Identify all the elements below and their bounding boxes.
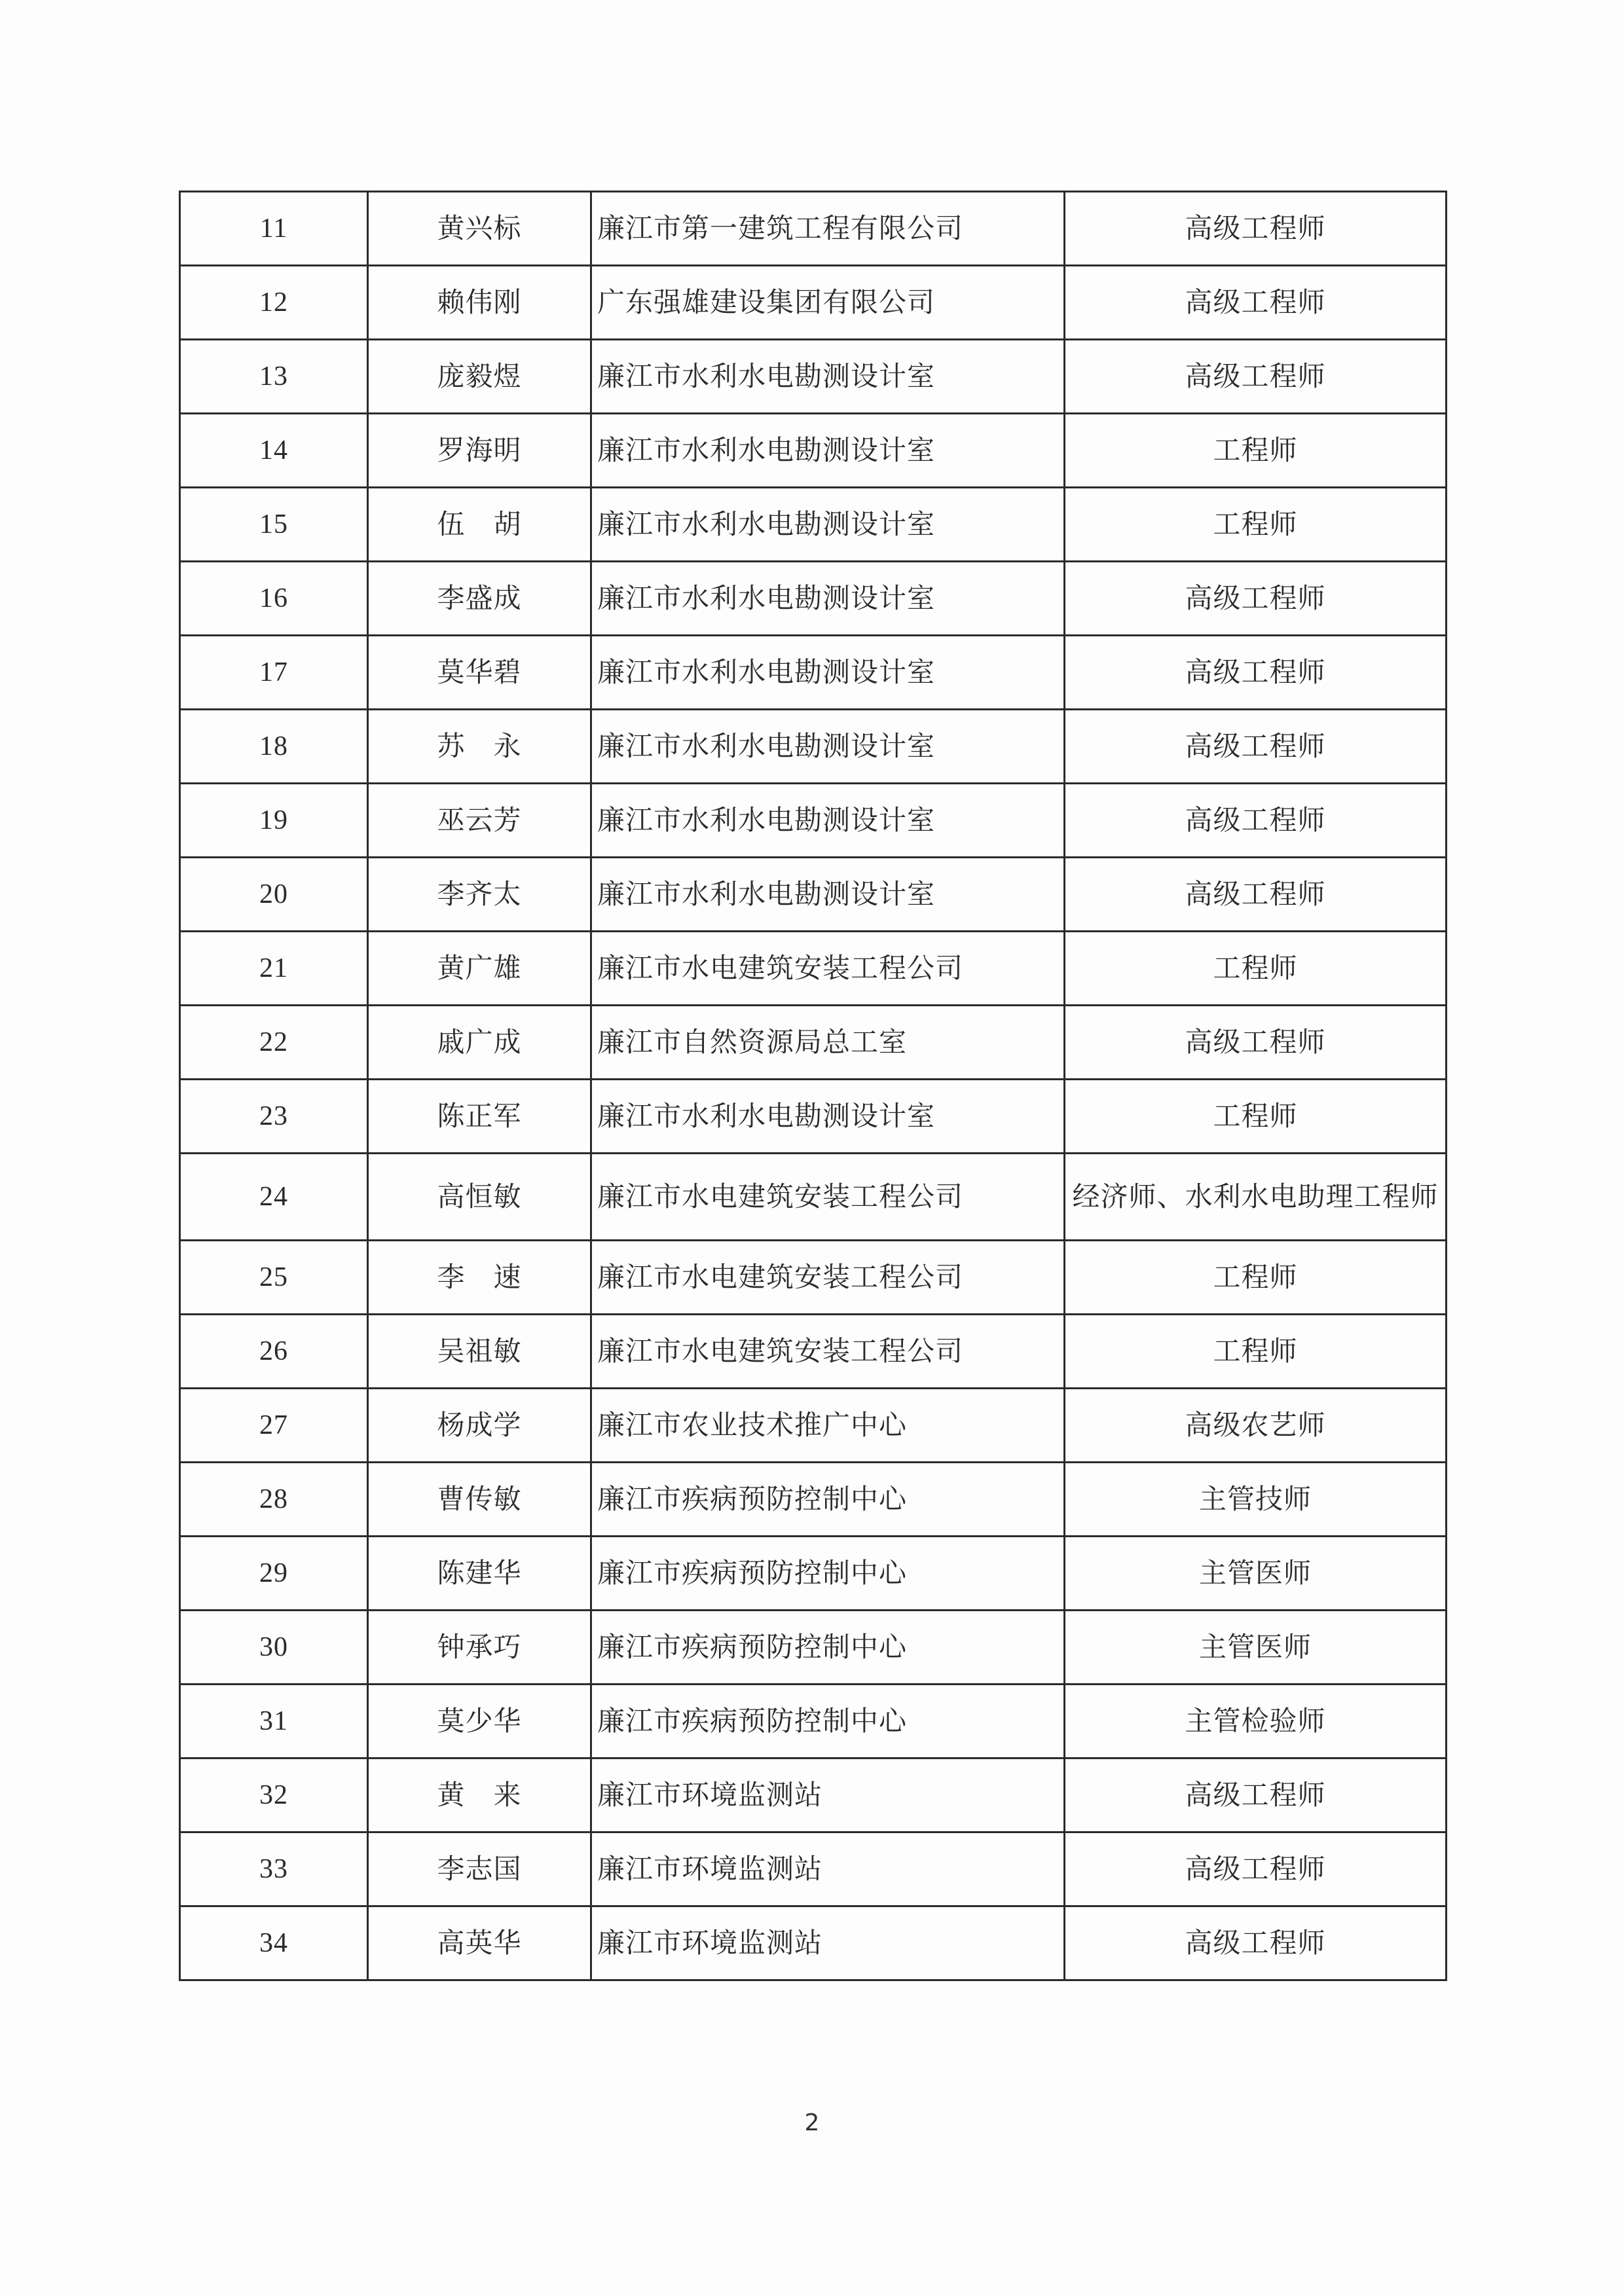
row-number-cell: 30 <box>180 1611 368 1685</box>
row-number-cell: 21 <box>180 932 368 1006</box>
professional-title-cell: 高级工程师 <box>1065 636 1447 710</box>
person-name: 陈建华 <box>437 1556 522 1589</box>
row-number-cell: 20 <box>180 858 368 932</box>
organization-cell: 廉江市水利水电勘测设计室 <box>591 710 1065 784</box>
organization-cell: 廉江市疾病预防控制中心 <box>591 1537 1065 1611</box>
person-name-cell <box>368 1241 591 1315</box>
organization-cell: 廉江市农业技术推广中心 <box>591 1389 1065 1463</box>
professional-title-cell: 高级工程师 <box>1065 266 1447 340</box>
row-number-cell: 18 <box>180 710 368 784</box>
row-number-cell: 23 <box>180 1080 368 1154</box>
person-name: 庞毅煜 <box>437 359 522 392</box>
professional-title-cell: 主管技师 <box>1065 1463 1447 1537</box>
person-name: 曹传敏 <box>437 1482 522 1515</box>
organization-cell: 廉江市疾病预防控制中心 <box>591 1463 1065 1537</box>
table-row-14 <box>180 414 1447 488</box>
person-name-cell <box>368 266 591 340</box>
organization-cell: 廉江市水利水电勘测设计室 <box>591 858 1065 932</box>
person-name-cell <box>368 1537 591 1611</box>
person-name: 伍 胡 <box>437 507 522 540</box>
row-number-cell: 11 <box>180 192 368 266</box>
table-row-21 <box>180 932 1447 1006</box>
person-name: 高英华 <box>437 1926 522 1959</box>
person-name: 莫华碧 <box>437 655 522 688</box>
person-name-cell <box>368 340 591 414</box>
table-row-17 <box>180 636 1447 710</box>
person-name-cell <box>368 636 591 710</box>
person-name: 黄兴标 <box>437 211 522 244</box>
person-name-cell <box>368 562 591 636</box>
organization-cell: 廉江市水电建筑安装工程公司 <box>591 1315 1065 1389</box>
person-name: 钟承巧 <box>437 1630 522 1663</box>
person-name: 戚广成 <box>437 1025 522 1058</box>
table-row-28 <box>180 1463 1447 1537</box>
person-name-cell <box>368 1906 591 1980</box>
organization-cell: 广东强雄建设集团有限公司 <box>591 266 1065 340</box>
table-row-26 <box>180 1315 1447 1389</box>
row-number-cell: 22 <box>180 1006 368 1080</box>
professional-title-cell: 主管医师 <box>1065 1611 1447 1685</box>
organization-cell: 廉江市环境监测站 <box>591 1906 1065 1980</box>
person-name-cell <box>368 710 591 784</box>
professional-title-cell: 主管检验师 <box>1065 1685 1447 1758</box>
professional-title-cell: 高级工程师 <box>1065 1906 1447 1980</box>
row-number-cell: 32 <box>180 1758 368 1832</box>
table-row-29 <box>180 1537 1447 1611</box>
table-row-22 <box>180 1006 1447 1080</box>
row-number-cell: 13 <box>180 340 368 414</box>
professional-title-cell: 高级工程师 <box>1065 1006 1447 1080</box>
professional-title-cell: 高级工程师 <box>1065 192 1447 266</box>
person-name-cell <box>368 1006 591 1080</box>
row-number-cell: 14 <box>180 414 368 488</box>
person-name: 赖伟刚 <box>437 285 522 318</box>
row-number-cell: 15 <box>180 488 368 562</box>
professional-title-cell: 高级工程师 <box>1065 1758 1447 1832</box>
row-number-cell: 28 <box>180 1463 368 1537</box>
person-name: 罗海明 <box>437 433 522 466</box>
professional-title-cell: 高级工程师 <box>1065 340 1447 414</box>
row-number-cell: 24 <box>180 1154 368 1241</box>
person-name-cell <box>368 192 591 266</box>
table-row-33 <box>180 1832 1447 1906</box>
organization-cell: 廉江市疾病预防控制中心 <box>591 1685 1065 1758</box>
person-name-cell <box>368 1832 591 1906</box>
person-name-cell <box>368 1389 591 1463</box>
row-number-cell: 31 <box>180 1685 368 1758</box>
professional-title-cell: 高级工程师 <box>1065 784 1447 858</box>
person-name: 巫云芳 <box>437 803 522 836</box>
professional-title-cell: 工程师 <box>1065 1241 1447 1315</box>
professional-title-cell: 高级农艺师 <box>1065 1389 1447 1463</box>
person-name: 黄广雄 <box>437 951 522 984</box>
person-name: 李志国 <box>437 1852 522 1885</box>
page-number: 2 <box>804 2109 820 2136</box>
person-name-cell <box>368 1758 591 1832</box>
person-name: 李盛成 <box>437 581 522 614</box>
person-name: 黄 来 <box>437 1778 522 1811</box>
professional-title-cell: 经济师、水利水电助理工程师 <box>1065 1154 1447 1241</box>
organization-cell: 廉江市水利水电勘测设计室 <box>591 1080 1065 1154</box>
table-row-12 <box>180 266 1447 340</box>
organization-cell: 廉江市自然资源局总工室 <box>591 1006 1065 1080</box>
person-name-cell <box>368 414 591 488</box>
person-name: 杨成学 <box>437 1408 522 1441</box>
row-number-cell: 19 <box>180 784 368 858</box>
professional-title-cell: 高级工程师 <box>1065 858 1447 932</box>
professional-title-cell: 工程师 <box>1065 414 1447 488</box>
row-number-cell: 27 <box>180 1389 368 1463</box>
person-name-cell <box>368 488 591 562</box>
organization-cell: 廉江市疾病预防控制中心 <box>591 1611 1065 1685</box>
organization-cell: 廉江市水利水电勘测设计室 <box>591 636 1065 710</box>
person-name-cell <box>368 1154 591 1241</box>
table-row-13 <box>180 340 1447 414</box>
row-number-cell: 29 <box>180 1537 368 1611</box>
professional-title-cell: 高级工程师 <box>1065 562 1447 636</box>
row-number-cell: 25 <box>180 1241 368 1315</box>
organization-cell: 廉江市水利水电勘测设计室 <box>591 562 1065 636</box>
organization-cell: 廉江市水利水电勘测设计室 <box>591 414 1065 488</box>
row-number-cell: 26 <box>180 1315 368 1389</box>
person-name-cell <box>368 784 591 858</box>
organization-cell: 廉江市第一建筑工程有限公司 <box>591 192 1065 266</box>
table-row-34 <box>180 1906 1447 1980</box>
table-row-16 <box>180 562 1447 636</box>
row-number-cell: 16 <box>180 562 368 636</box>
table-row-19 <box>180 784 1447 858</box>
organization-cell: 廉江市水利水电勘测设计室 <box>591 488 1065 562</box>
table-row-23 <box>180 1080 1447 1154</box>
person-name-cell <box>368 932 591 1006</box>
professional-title-cell: 高级工程师 <box>1065 710 1447 784</box>
organization-cell: 廉江市水利水电勘测设计室 <box>591 340 1065 414</box>
professional-title-cell: 高级工程师 <box>1065 1832 1447 1906</box>
person-name-cell <box>368 1685 591 1758</box>
professional-title-cell: 工程师 <box>1065 488 1447 562</box>
person-name: 李齐太 <box>437 877 522 910</box>
organization-cell: 廉江市环境监测站 <box>591 1758 1065 1832</box>
professional-title-cell: 工程师 <box>1065 932 1447 1006</box>
person-name-cell <box>368 1080 591 1154</box>
table-row-11 <box>180 192 1447 266</box>
professional-title-cell: 工程师 <box>1065 1080 1447 1154</box>
person-name-cell <box>368 1315 591 1389</box>
organization-cell: 廉江市水电建筑安装工程公司 <box>591 1154 1065 1241</box>
person-name: 苏 永 <box>437 729 522 762</box>
person-name: 吴祖敏 <box>437 1334 522 1367</box>
organization-cell: 廉江市水电建筑安装工程公司 <box>591 932 1065 1006</box>
table-row-27 <box>180 1389 1447 1463</box>
table-row-24 <box>180 1154 1447 1241</box>
roster-table-body <box>180 192 1447 1980</box>
table-row-32 <box>180 1758 1447 1832</box>
professional-title-cell: 工程师 <box>1065 1315 1447 1389</box>
organization-cell: 廉江市水利水电勘测设计室 <box>591 784 1065 858</box>
personnel-roster-table <box>179 191 1447 1981</box>
person-name-cell <box>368 1463 591 1537</box>
person-name: 高恒敏 <box>437 1180 522 1212</box>
row-number-cell: 34 <box>180 1906 368 1980</box>
table-row-15 <box>180 488 1447 562</box>
row-number-cell: 33 <box>180 1832 368 1906</box>
table-row-20 <box>180 858 1447 932</box>
row-number-cell: 17 <box>180 636 368 710</box>
table-row-30 <box>180 1611 1447 1685</box>
person-name: 李 速 <box>437 1260 522 1293</box>
row-number-cell: 12 <box>180 266 368 340</box>
professional-title-cell: 主管医师 <box>1065 1537 1447 1611</box>
organization-cell: 廉江市环境监测站 <box>591 1832 1065 1906</box>
table-row-25 <box>180 1241 1447 1315</box>
person-name: 莫少华 <box>437 1704 522 1737</box>
table-row-18 <box>180 710 1447 784</box>
person-name-cell <box>368 1611 591 1685</box>
person-name: 陈正军 <box>437 1099 522 1132</box>
organization-cell: 廉江市水电建筑安装工程公司 <box>591 1241 1065 1315</box>
person-name-cell <box>368 858 591 932</box>
table-row-31 <box>180 1685 1447 1758</box>
